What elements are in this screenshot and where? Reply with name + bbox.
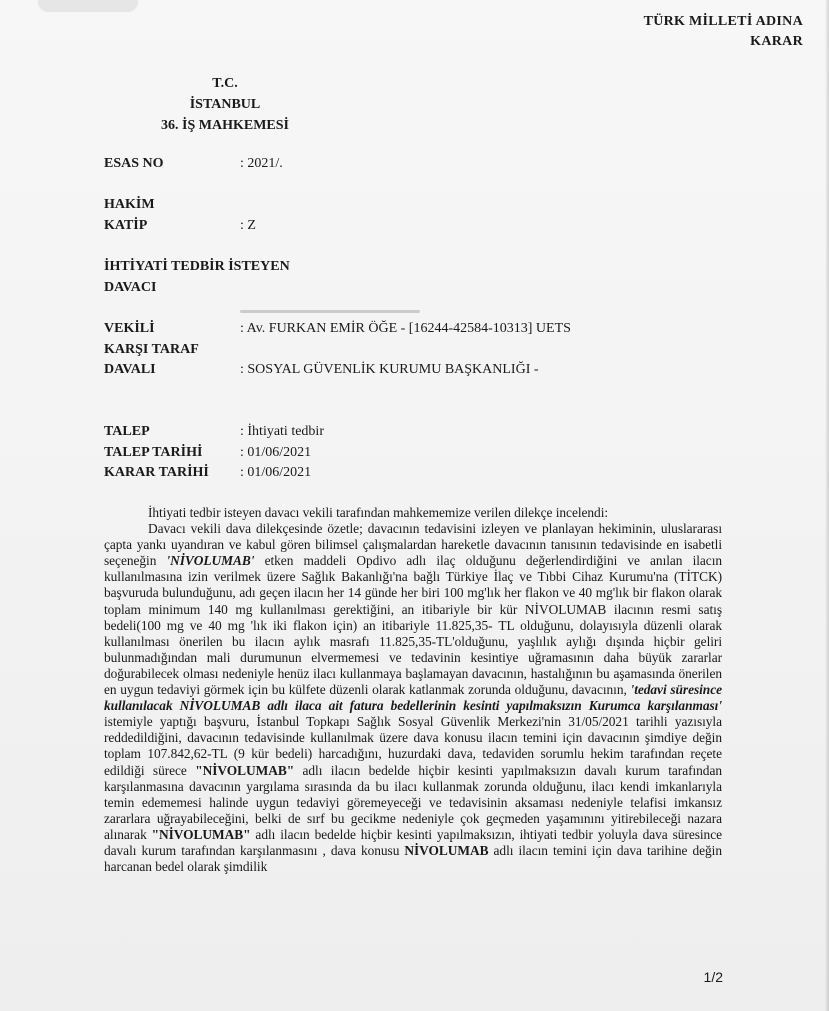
ihtiyati-label: İHTİYATİ TEDBİR İSTEYEN [104,259,290,274]
court-line-3: 36. İŞ MAHKEMESİ [161,118,289,133]
decision-body [104,505,722,875]
talep-label: TALEP [104,424,150,439]
summary-text-b: etken maddeli Opdivo adlı ilaç olduğunu değerlendirdiğini ve anılan ilacın kullanılmasına izin verilmek üzere Sağlık Bakanlığı'na bağlı Türkiye İlaç ve Tıbbi Cihaz Kurumu'na (TİTCK) başvuruda bulunduğunu, adı geçen ilacın her 14 günde her biri 100 mg'lık her flakon ve 40 mg'lık bir flakon olarak toplam minimum 140 mg kullanılması gerektiğini, an itibariyle bir kür NİVOLUMAB ilacının resmi satış bedeli(100 mg ve 40 mg 'lık iki flakon için) an itibariyle 11.825,35- TL olduğunu, dolayısıyla düzenli olarak kullanılması önerilen bu ilacın aylık masrafı 11.825,35-TL'olduğunu, yaşlılık aylığı dışında hiçbir geliri bulunmadığından mali durumunun elvermemesi ve tedavinin kesintiye uğramasının daha büyük zararlar doğurabilecek olması nedeniyle henüz ilacı kullanmaya başlamayan davacının, hastalığının bu aşamasında önerilen en uygun tedaviyi görmek için bu külfete düzenli olarak katlanmak zorunda olduğunu, davacının, [104,553,723,698]
intro-paragraph: İhtiyati tedbir isteyen davacı vekili tarafından mahkememize verilen dilekçe incelendi: [148,505,609,520]
vekili-label: VEKİLİ [104,321,155,336]
request-quote: 'tedavi süresince kullanılacak NİVOLUMAB adlı ilaca ait fatura bedellerinin kesinti yapılmaksızın Kurumca karşılanması' [104,682,722,714]
summary-text-d: adlı ilacın bedelde hiçbir kesinti yapılmaksızın davalı kurum tarafından karşılanmasına davacının yargılama sırasında da bu ilacı kullanmak zorunda olduğunu, ilacı kendi imkanlarıyla temin edememesi halinde uygun tedaviyi göremeyeceği ve tedavisinin aksaması nedeniyle telafisi imkansız zararlara uğrayabileceğini, belki de sırf bu gecikme nedeniyle çok geçmeden yaşamınını yitirebileceği nazara alınarak [104,762,722,842]
davaci-label: DAVACI [104,280,157,295]
talep-tarihi-label: TALEP TARİHİ [104,445,203,460]
court-line-2: İSTANBUL [189,97,261,112]
redaction-mark [240,310,420,313]
karar-tarihi-row [104,463,311,483]
heading-line-1: TÜRK MİLLETİ ADINA [643,14,803,29]
hakim-row [104,195,240,215]
heading-line-2: KARAR [750,34,803,49]
page-edge-shadow [825,0,829,1011]
photo-artifact [38,0,138,12]
vekili-row [104,319,571,339]
karsi-taraf-label: KARŞI TARAF [104,342,199,357]
davali-label: DAVALI [104,362,156,377]
summary-text-e: adlı ilacın bedelde hiçbir kesinti yapılmaksızın, ihtiyati tedbir yoluyla dava süresince davalı kurum tarafından karşılanmasını , dava konusu [104,826,722,858]
karsi-taraf-row [104,340,240,360]
davaci-row [104,278,240,298]
drug-name-quote-3: "NİVOLUMAB" [151,826,251,842]
ihtiyati-row [104,257,290,277]
katip-row [104,216,256,236]
drug-name-4: NİVOLUMAB [404,842,489,858]
davali-row [104,360,539,380]
court-heading [145,73,305,136]
decision-heading [644,12,803,52]
esas-no-row [104,154,283,174]
talep-tarihi-row [104,443,311,463]
esas-no-label: ESAS NO [104,156,164,171]
summary-text-f: adlı ilacın temini için dava tarihine değin harcanan bedel olarak şimdilik [104,842,722,875]
hakim-label: HAKİM [104,197,155,212]
summary-text-c: istemiyle yaptığı başvuru, İstanbul Topkapı Sağlık Sosyal Güvenlik Merkezi'nin 31/05/2021 tarihli yazısıyla reddedildiğini, davacının tedavisinde kullanılmak üzere dava konusu ilacın temini için davacının şimdiye değin toplam 107.842,62-TL (9 kür bedeli) harcadığını, huzurdaki dava, tedaviden sorumlu hekim tarafından reçete edildiği sürece [104,714,722,778]
katip-value: : Z [240,218,256,233]
summary-paragraph [104,521,722,875]
karar-tarihi-label: KARAR TARİHİ [104,465,209,480]
davali-value: : SOSYAL GÜVENLİK KURUMU BAŞKANLIĞI - [240,362,539,377]
drug-name-quote-1: 'NİVOLUMAB' [166,553,255,569]
court-line-1: T.C. [212,76,238,91]
summary-text-a: Davacı vekili dava dilekçesinde özetle; davacının tedavisini izleyen ve planlayan hekiminin, uluslararası çapta yankı uyandıran ve kabul gören bilimsel çalışmalardan hareketle davacının tanısının tedavisinde en isabetli seçeneğin [104,521,722,569]
drug-name-quote-2: "NİVOLUMAB" [195,762,295,778]
karar-tarihi-value: : 01/06/2021 [240,465,312,480]
page-number: 1/2 [703,969,723,985]
talep-row [104,422,324,442]
talep-value: : İhtiyati tedbir [240,424,324,439]
vekili-value: : Av. FURKAN EMİR ÖĞE - [16244-42584-10313] UETS [240,321,571,336]
talep-tarihi-value: : 01/06/2021 [240,445,312,460]
esas-no-value: : 2021/. [240,156,283,171]
katip-label: KATİP [104,218,148,233]
